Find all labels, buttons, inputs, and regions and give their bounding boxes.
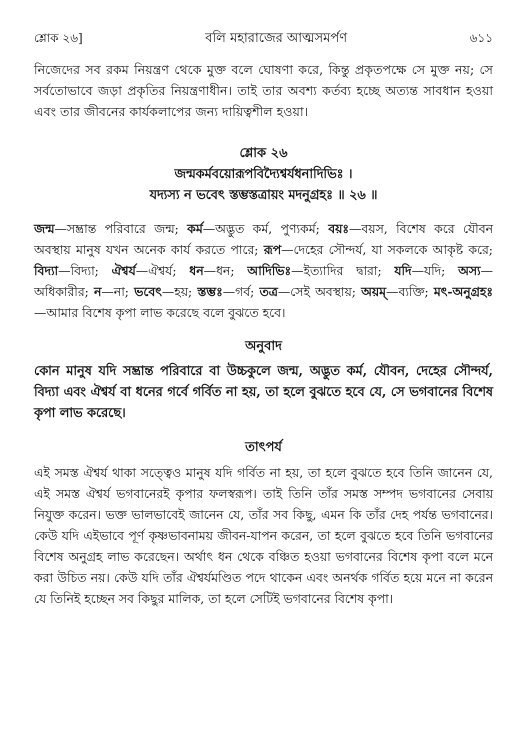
synonym-word: কর্ম [187,221,203,236]
translation-text: কোন মানুষ যদি সম্ভ্রান্ত পরিবারে বা উচ্চকুলে জন্ম, অদ্ভুত কর্ম, যৌবন, দেহের সৌন্দর্য, বিদ্যা এবং ঐশ্বর্য বা ধনের গর্বে গর্বিত না হয়, তা হলে বুঝতে হবে যে, সে ভগবানের বিশেষ কৃপা লাভ করেছে। [34,364,493,421]
synonym-meaning: —আমার বিশেষ কৃপা লাভ করেছে বলে বুঝতে হবে। [34,305,286,320]
synonym-meaning: —ব্যক্তি; [386,284,434,299]
verse-line-2: যদ্যস্য ন ভবেৎ স্তম্ভস্তত্রায়ং মদনুগ্রহঃ ॥ ২৬ ॥ [149,188,378,203]
synonym-word: অয়ম্ [361,284,387,299]
synonym-meaning: —ধন; [203,263,248,278]
synonym-meaning: —সম্ভ্রান্ত পরিবারে জন্ম; [54,221,188,236]
synonym-word: বিদ্যা [34,263,59,278]
synonym-meaning: —অদ্ভুত কর্ম, পুণ্যকর্ম; [202,221,329,236]
verse-line-1: জন্মকর্মবয়োরূপবিদ্যৈশ্বর্যধনাদিভিঃ । [174,167,353,182]
synonym-meaning: —সেই অবস্থায়; [277,284,362,299]
purport-heading: তাৎপর্য [245,440,282,455]
intro-paragraph: নিজেদের সব রকম নিয়ন্ত্রণ থেকে মুক্ত বলে ঘোষণা করে, কিন্তু প্রকৃতপক্ষে সে মুক্ত নয়; সে সর্বতোভাবে জড়া প্রকৃতির নিয়ন্ত্রণাধীন। তাই তার অবশ্য কর্তব্য হচ্ছে অত্যন্ত সাবধান হওয়া এবং তার জীবনের কার্যকলাপের জন্য দায়িত্বশীল হওয়া। [34,62,493,119]
synonym-word: রূপ [263,242,282,257]
synonym-meaning: —গর্ব; [222,284,260,299]
synonym-word: মৎ-অনুগ্রহঃ [433,284,494,299]
synonym-meaning: —দেহের সৌন্দর্য, যা সকলকে আকৃষ্ট করে; [281,242,493,257]
synonyms-paragraph [34,218,493,323]
purport-text: এই সমস্ত ঐশ্বর্য থাকা সত্ত্বেও মানুষ যদি গর্বিত না হয়, তা হলে বুঝতে হবে তিনি জানেন যে, এই সমস্ত ঐশ্বর্য ভগবানেরই কৃপার ফলস্বরূপ। তাই তিনি তাঁর সমস্ত সম্পদ ভগবানের সেবায় নিযুক্ত করেন। ভক্ত ভালভাবেই জানেন যে, তাঁর সব কিছু, এমন কি তাঁর দেহ পর্যন্ত ভগবানের। কেউ যদি এইভাবে পূর্ণ কৃষ্ণভাবনাময় জীবন-যাপন করেন, তা হলে বুঝতে হবে তিনি ভগবানের বিশেষ অনুগ্রহ লাভ করেছেন। অর্থাৎ ধন থেকে বঞ্চিত হওয়া ভগবানের বিশেষ কৃপা বলে মনে করা উচিত নয়। কেউ যদি তাঁর ঐশ্বর্যমণ্ডিত পদে থাকেন এবং অনর্থক গর্বিত হয়ে মনে না করেন যে তিনিই হচ্ছেন সব কিছুর মালিক, তা হলে সেটিই ভগবানের বিশেষ কৃপা। [34,465,493,606]
synonym-word: স্তম্ভঃ [197,284,223,299]
synonym-word: তত্র [259,284,278,299]
running-head [34,30,493,47]
synonym-word: অস্য [458,263,481,278]
synonym-meaning: —হয়; [161,284,198,299]
synonym-meaning: —ঐশ্বর্য; [135,263,190,278]
chapter-title: বলি মহারাজের আত্মসমর্পণ [205,31,348,46]
page-number: ৬১১ [469,31,493,45]
synonym-word: ভবেৎ [134,284,162,299]
translation-heading: অনুবাদ [245,339,282,354]
synonym-word: ন [94,284,102,299]
verse-heading: শ্লোক ২৬ [239,146,288,161]
synonym-word: যদি [394,263,412,278]
synonym-word: ধন [189,263,204,278]
synonym-word: ঐশ্বর্য [111,263,136,278]
synonym-word: জন্ম [34,221,55,236]
synonym-meaning: —বিদ্যা; [58,263,112,278]
synonym-meaning: —বয়স, বিশেষ করে যৌবন অবস্থায় মানুষ যখন অনেক কার্য করতে পারে; [34,221,493,257]
synonym-word: আদিভিঃ [247,263,292,278]
synonym-meaning: —ইত্যাদির দ্বারা; [291,263,395,278]
running-head-verse: শ্লোক ২৬] [34,31,83,45]
synonym-meaning: —না; [101,284,135,299]
synonym-meaning: —অধিকারীর; [34,263,493,299]
synonym-word: বয়ঃ [328,221,350,236]
synonym-meaning: —যদি; [411,263,459,278]
